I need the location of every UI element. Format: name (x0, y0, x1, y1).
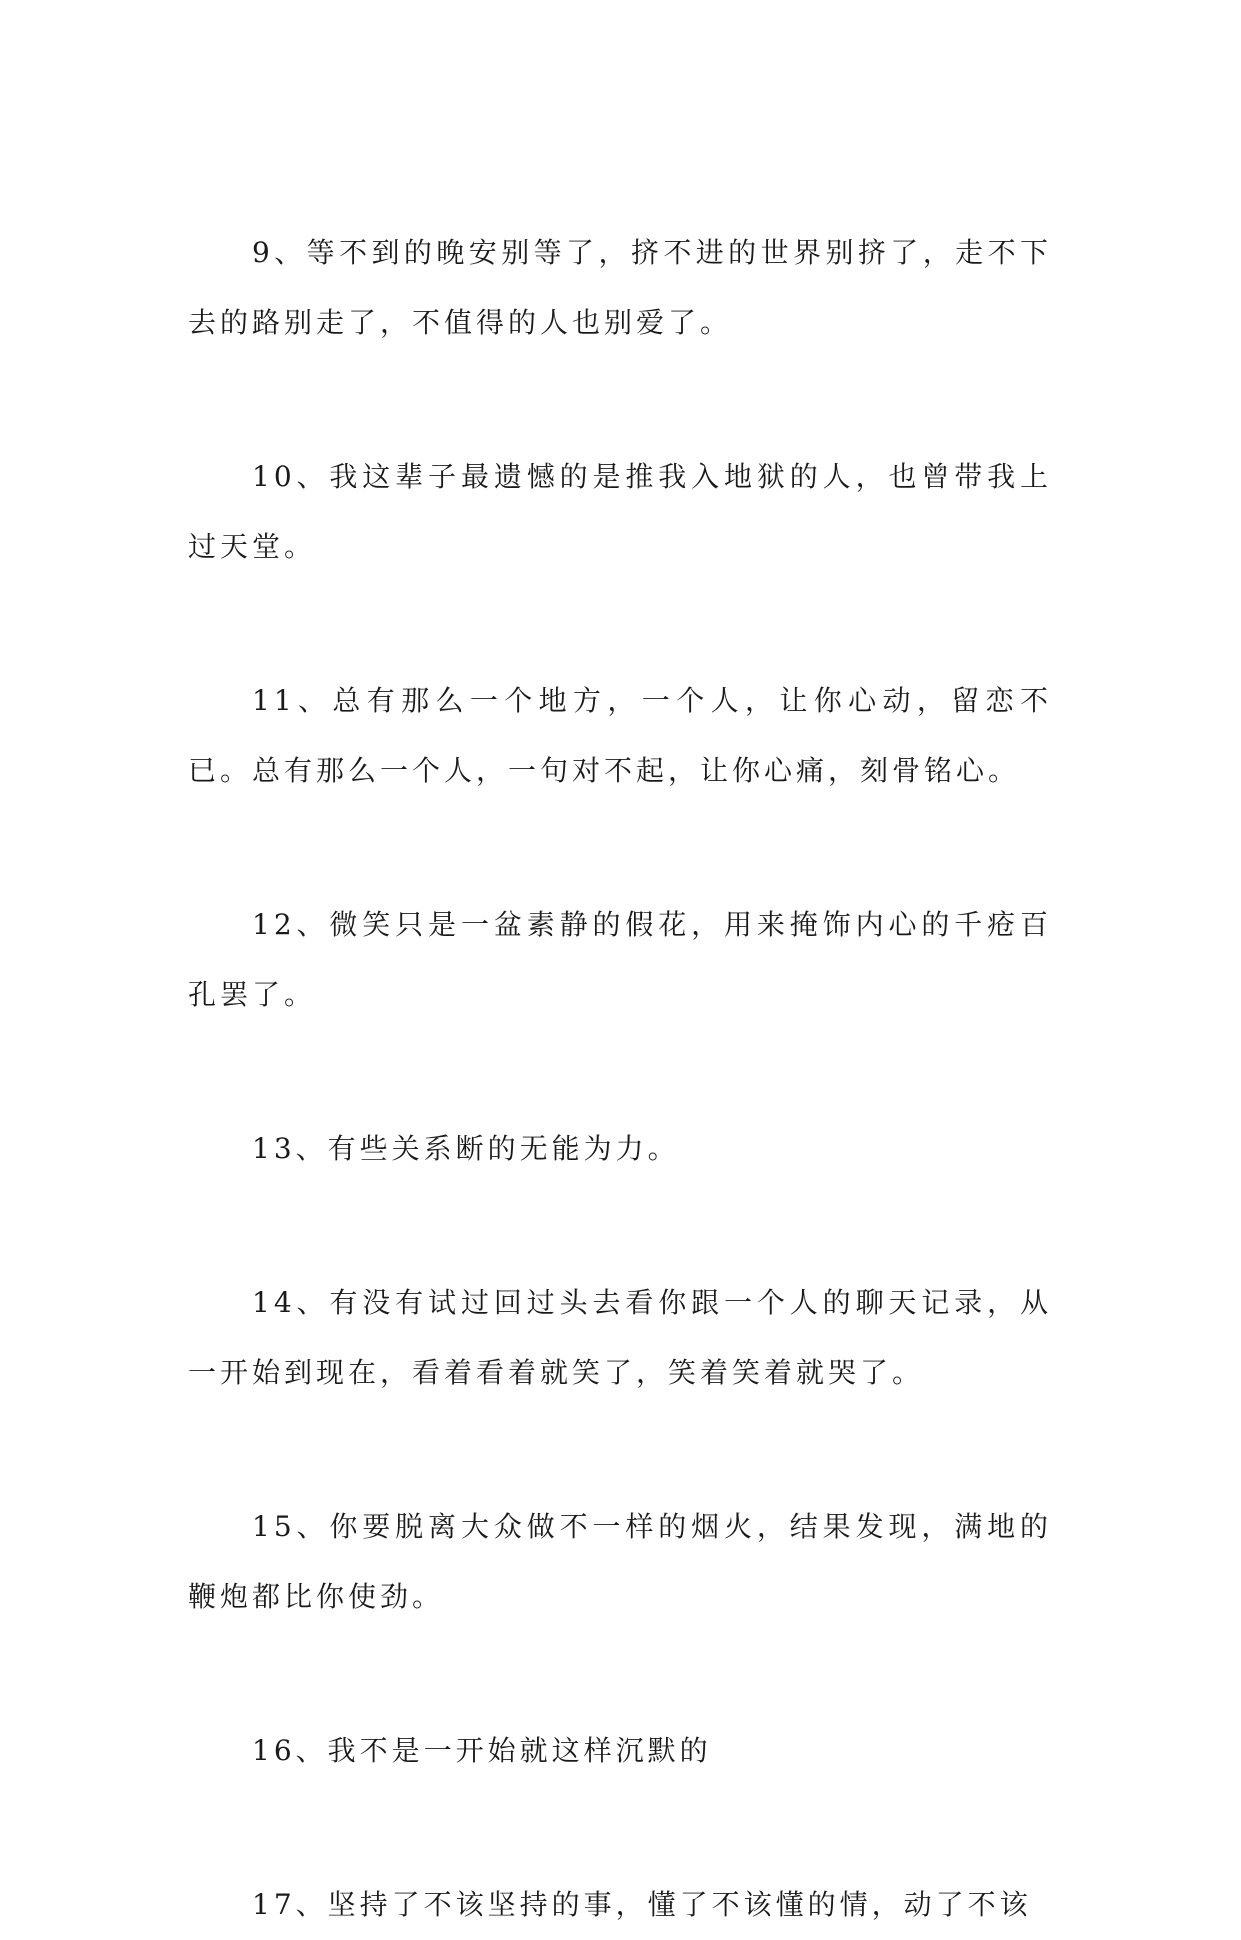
paragraph-13: 13、有些关系断的无能为力。 (252, 1132, 680, 1165)
paragraph-11: 11、总有那么一个地方，一个人，让你心动，留恋不已。总有那么一个人，一句对不起，让你心痛，刻骨铭心。 (188, 684, 1052, 787)
paragraph-14: 14、有没有试过回过头去看你跟一个人的聊天记录，从一开始到现在，看着看着就笑了，笑着笑着就哭了。 (188, 1286, 1052, 1389)
paragraph-16: 16、我不是一开始就这样沉默的 (252, 1734, 712, 1767)
document-body (188, 218, 1052, 1940)
paragraph-17: 17、坚持了不该坚持的事，懂了不该懂的情，动了不该 (252, 1888, 1032, 1921)
paragraph-15: 15、你要脱离大众做不一样的烟火，结果发现，满地的鞭炮都比你使劲。 (188, 1510, 1052, 1613)
paragraph-10: 10、我这辈子最遗憾的是推我入地狱的人，也曾带我上过天堂。 (188, 460, 1052, 563)
paragraph-9: 9、等不到的晚安别等了，挤不进的世界别挤了，走不下去的路别走了，不值得的人也别爱了。 (188, 236, 1052, 339)
paragraph-12: 12、微笑只是一盆素静的假花，用来掩饰内心的千疮百孔罢了。 (188, 908, 1052, 1011)
